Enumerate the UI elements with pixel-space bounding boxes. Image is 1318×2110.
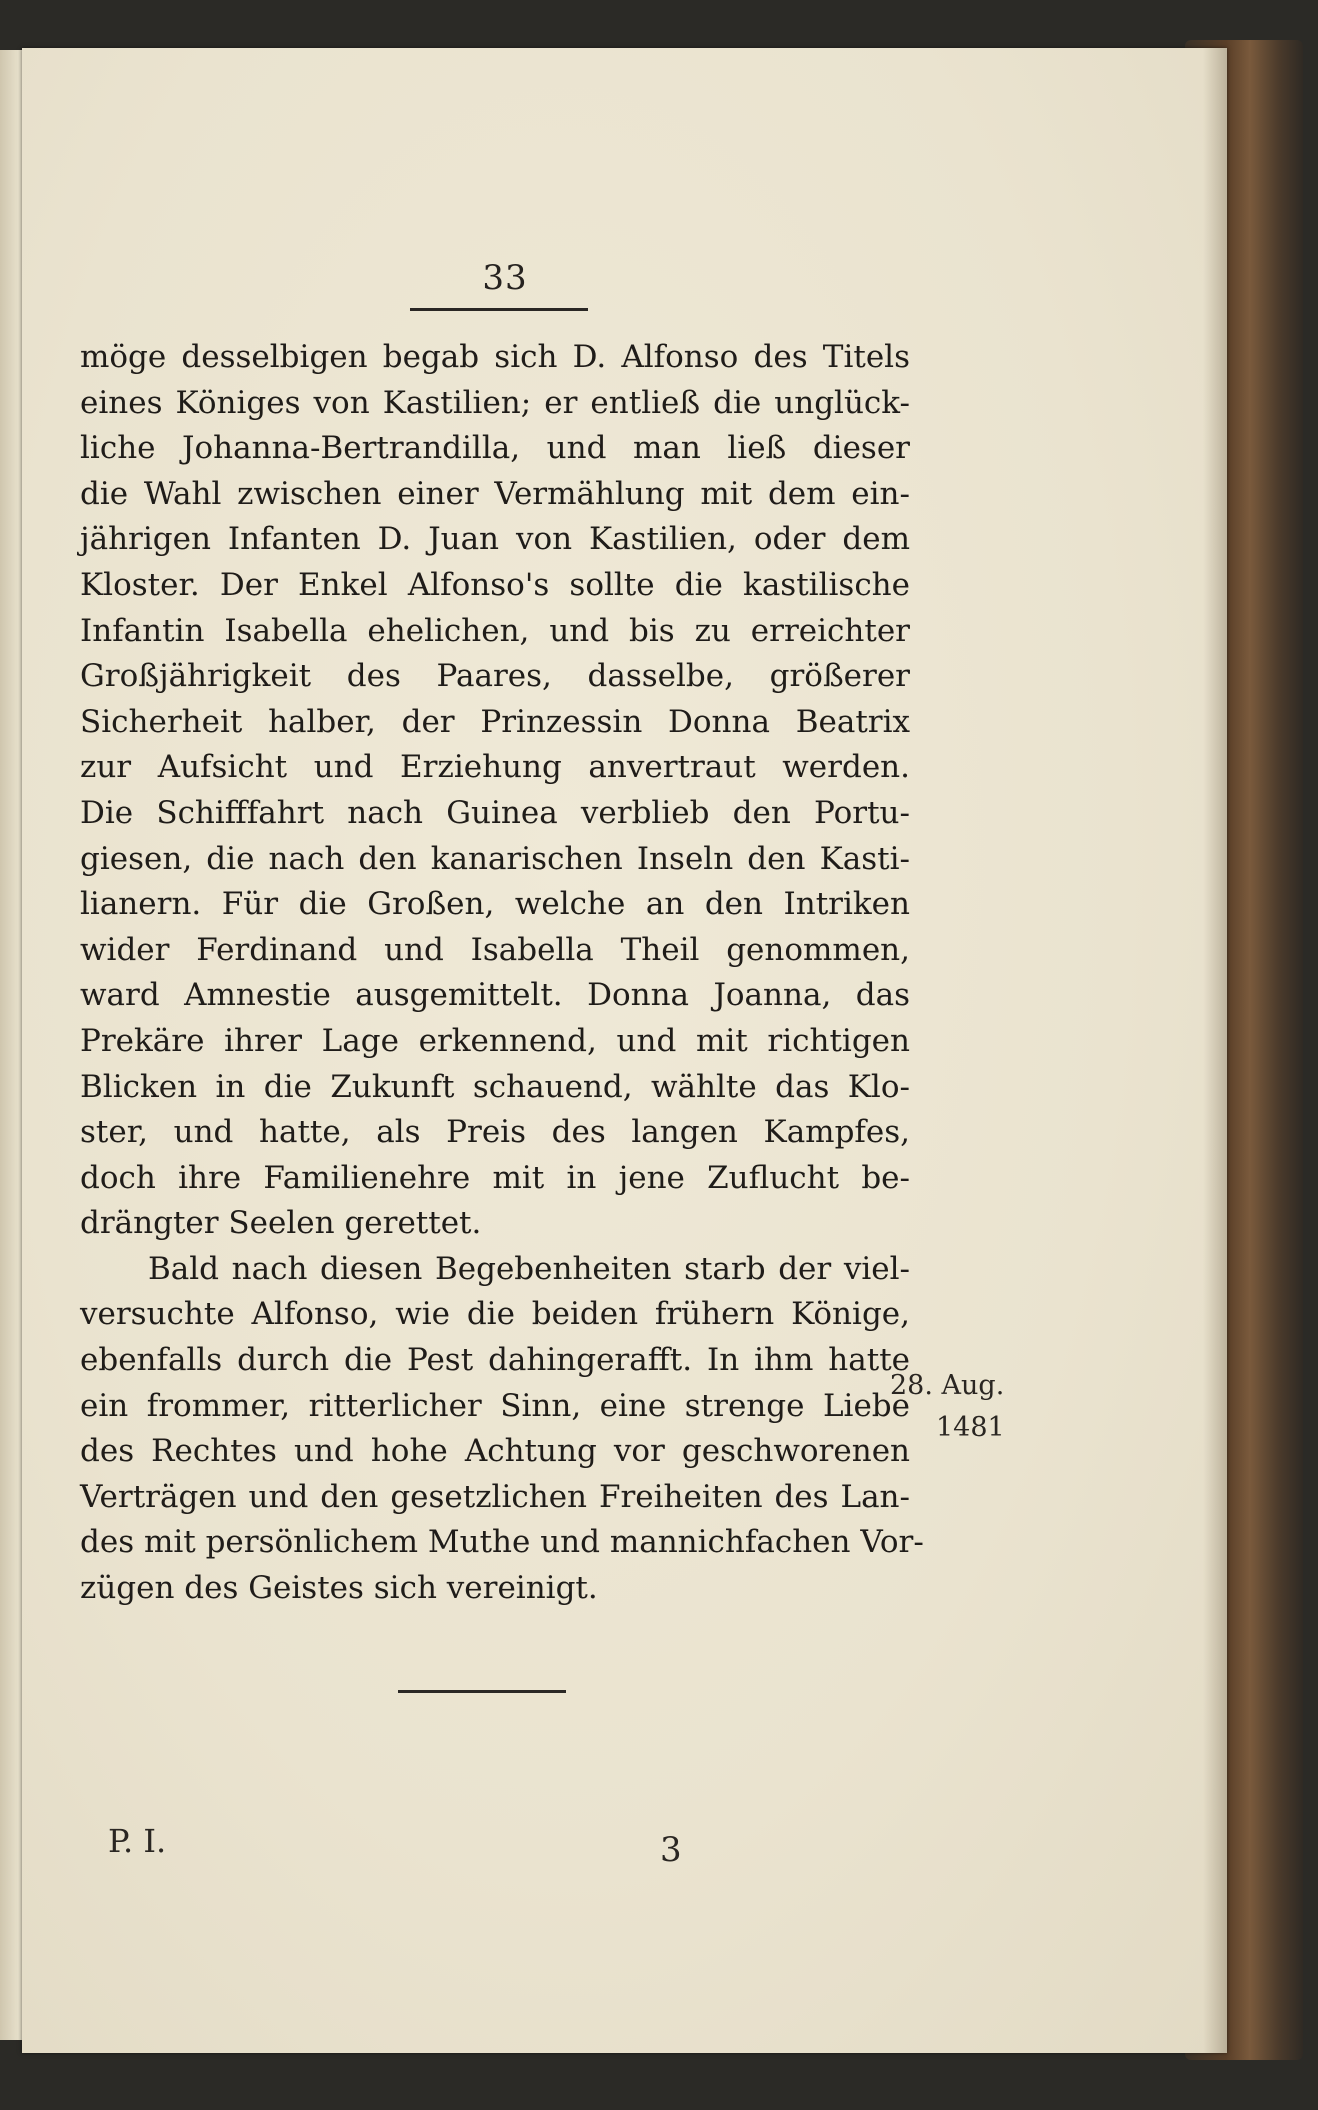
- text-line: liche Johanna-Bertrandilla, und man ließ dieser: [80, 430, 910, 467]
- text-line: jährigen Infanten D. Juan von Kastilien, oder dem: [80, 521, 910, 558]
- text-line: Blicken in die Zukunft schauend, wählte das Klo-: [80, 1068, 910, 1105]
- text-line: Die Schifffahrt nach Guinea verblieb den Portu-: [80, 794, 910, 831]
- text-line: Sicherheit halber, der Prinzessin Donna Beatrix: [80, 703, 910, 740]
- text-line: Bald nach diesen Begebenheiten starb der viel-: [148, 1250, 910, 1287]
- margin-note-date: [890, 1365, 1040, 1449]
- text-line: eines Königes von Kastilien; er entließ die unglück-: [80, 384, 910, 421]
- text-line: ster, und hatte, als Preis des langen Kampfes,: [80, 1114, 910, 1151]
- text-line: zügen des Geistes sich vereinigt.: [80, 1570, 598, 1607]
- text-line: doch ihre Familienehre mit in jene Zuflucht be-: [80, 1159, 910, 1196]
- margin-note-day: 28. Aug.: [890, 1370, 1005, 1401]
- page-number: 33: [482, 258, 528, 298]
- text-line: lianern. Für die Großen, welche an den Intriken: [80, 886, 910, 923]
- text-line: die Wahl zwischen einer Vermählung mit dem ein-: [80, 475, 910, 512]
- text-line: möge desselbigen begab sich D. Alfonso des Titels: [80, 339, 910, 375]
- body-text: [80, 335, 924, 1612]
- text-line: des Rechtes und hohe Achtung vor geschworenen: [80, 1433, 910, 1470]
- sheet-number: 3: [660, 1830, 682, 1870]
- text-line: Verträgen und den gesetzlichen Freiheiten des Lan-: [80, 1478, 910, 1515]
- signature-mark: P. I.: [108, 1822, 167, 1860]
- text-line: Infantin Isabella ehelichen, und bis zu erreichter: [80, 612, 910, 649]
- text-line: des mit persönlichem Muthe und mannichfachen Vor-: [80, 1524, 924, 1561]
- text-line: Großjährigkeit des Paares, dasselbe, größerer: [80, 658, 910, 695]
- text-line: versuchte Alfonso, wie die beiden frühern Könige,: [80, 1296, 910, 1333]
- text-line: giesen, die nach den kanarischen Inseln den Kasti-: [80, 840, 910, 877]
- text-line: Prekäre ihrer Lage erkennend, und mit richtigen: [80, 1022, 910, 1059]
- text-line: drängter Seelen gerettet.: [80, 1205, 482, 1242]
- margin-note-year: 1481: [936, 1412, 1005, 1443]
- text-line: ein frommer, ritterlicher Sinn, eine strenge Liebe: [80, 1387, 910, 1424]
- page-gutter-shadow: [1203, 48, 1227, 2053]
- text-line: wider Ferdinand und Isabella Theil genommen,: [80, 931, 910, 968]
- header-rule: [410, 308, 588, 311]
- end-rule: [398, 1690, 566, 1693]
- text-line: ebenfalls durch die Pest dahingerafft. In ihm hatte: [80, 1342, 910, 1379]
- text-line: Kloster. Der Enkel Alfonso's sollte die kastilische: [80, 566, 910, 603]
- text-line: zur Aufsicht und Erziehung anvertraut werden.: [80, 749, 910, 786]
- text-line: ward Amnestie ausgemittelt. Donna Joanna, das: [80, 977, 910, 1014]
